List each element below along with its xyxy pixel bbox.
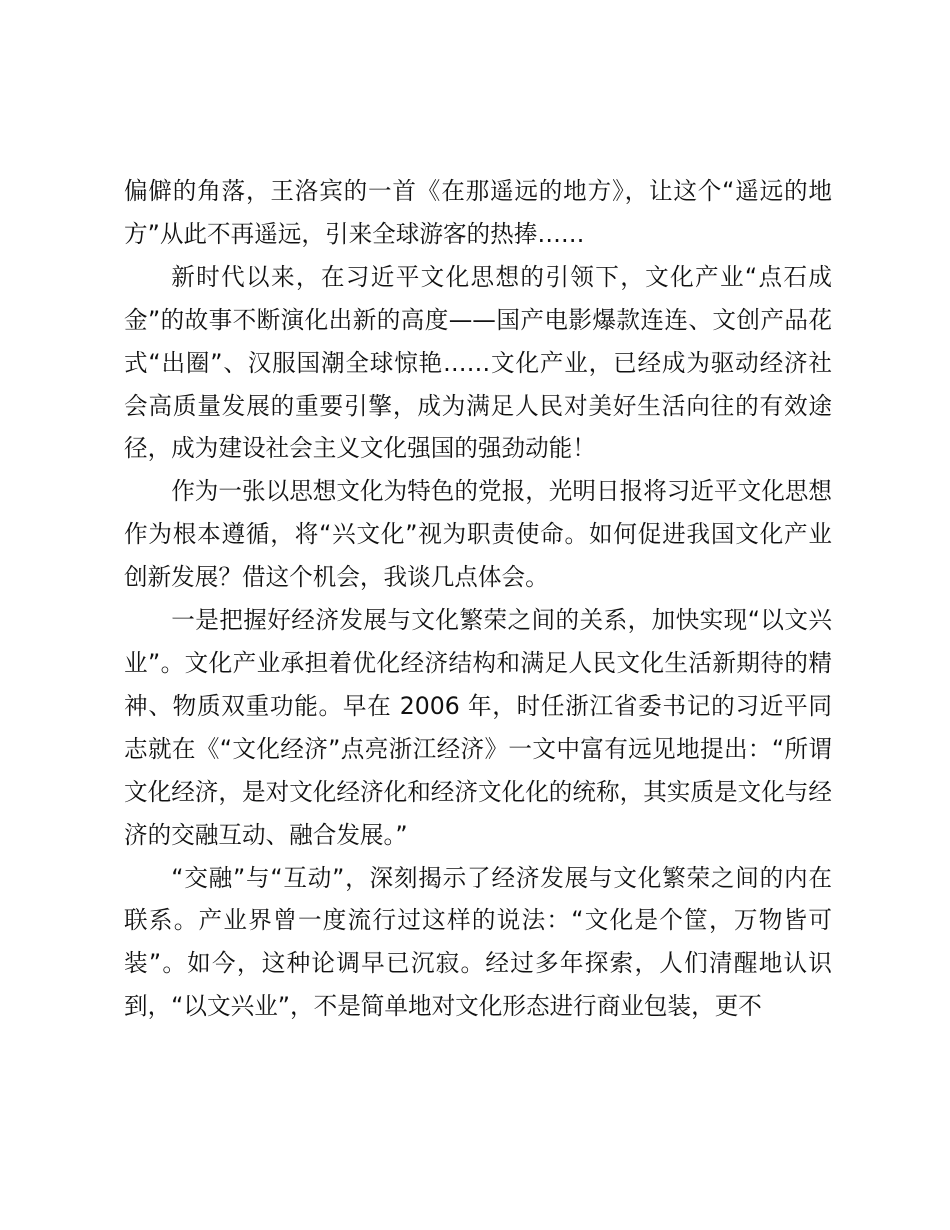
paragraph-4: 一是把握好经济发展与文化繁荣之间的关系，加快实现“以文兴业”。文化产业承担着优化经济结构和满足人民文化生活新期待的精神、物质双重功能。早在 2006 年，时任浙江省委书记的习近平同志就在《“文化经济”点亮浙江经济》一文中富有远见地提出：“所谓文化经济，是对文化经济化和经济文化化的统称，其实质是文化与经济的交融互动、融合发展。” — [124, 606, 832, 849]
body-text — [124, 170, 832, 1028]
paragraph-1: 偏僻的角落，王洛宾的一首《在那遥远的地方》，让这个“遥远的地方”从此不再遥远，引来全球游客的热捧…… — [124, 177, 832, 248]
paragraph-2: 新时代以来，在习近平文化思想的引领下，文化产业“点石成金”的故事不断演化出新的高度——国产电影爆款连连、文创产品花式“出圈”、汉服国潮全球惊艳……文化产业，已经成为驱动经济社会高质量发展的重要引擎，成为满足人民对美好生活向往的有效途径，成为建设社会主义文化强国的强劲动能！ — [124, 262, 832, 463]
paragraph-5: “交融”与“互动”，深刻揭示了经济发展与文化繁荣之间的内在联系。产业界曾一度流行过这样的说法：“文化是个筐，万物皆可装”。如今，这种论调早已沉寂。经过多年探索，人们清醒地认识到，“以文兴业”，不是简单地对文化形态进行商业包装，更不 — [124, 863, 832, 1021]
paragraph-3: 作为一张以思想文化为特色的党报，光明日报将习近平文化思想作为根本遵循，将“兴文化”视为职责使命。如何促进我国文化产业创新发展？借这个机会，我谈几点体会。 — [124, 477, 832, 592]
